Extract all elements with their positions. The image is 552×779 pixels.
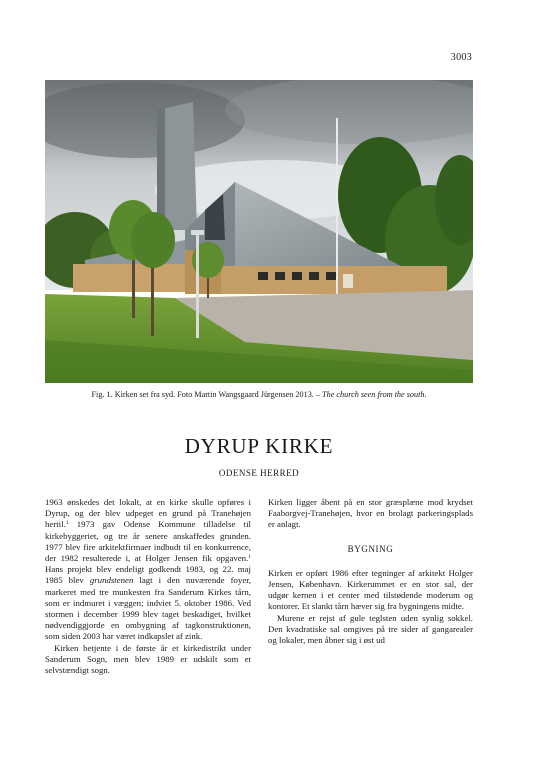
caption-text: Fig. 1. Kirken set fra syd. Foto Martin Wangsgaard Jürgensen 2013. –	[91, 390, 323, 399]
section-heading: BYGNING	[347, 543, 394, 554]
tree	[131, 212, 175, 268]
right-column	[268, 497, 473, 646]
page-title: DYRUP KIRKE	[184, 434, 334, 458]
text: 1973 gav Odense Kommune tilladelse til kirkebyggeriet, og tre år senere anskaffedes grunden. 1977 blev fire arkitektfirmaer indbudt til en konkurrence, der 1982 resulterede i, at Holger Jensen fik opgaven.	[45, 519, 251, 564]
paragraph: Kirken betjente i de første år et kirkedistrikt under Sanderum Sogn, men blev 1989 er udskilt som et selvstændigt sogn.	[45, 642, 251, 676]
page-number: 3003	[450, 52, 472, 63]
caption-translation: The church seen from the south	[322, 390, 425, 399]
paragraph	[45, 497, 251, 643]
emphasis: grundstenen	[89, 575, 134, 586]
paragraph: Murene er rejst af gule teglsten uden synlig sokkel. Den kvadratiske sal omgives på tre sider af gangarealer og lokaler, men åbner sig i øst ud	[268, 612, 473, 646]
lamp-post	[196, 234, 199, 338]
text: lagt i den nuværende foyer, markeret med tre munkesten fra Sanderum Kirkes tårn, som er indmuret i væggen; indviet 5. oktober 1986. Ved stormen i december 1999 blev taget beskadiget, hvilket nødvendiggjorde en ombygning af tagkonstruktionen, som siden 2003 har været indkapslet af zink.	[45, 575, 251, 642]
footnote-ref: 1	[248, 554, 251, 561]
flagpole	[336, 118, 338, 298]
church-photo	[45, 80, 473, 383]
text: Hans projekt blev endeligt godkendt 1983, og 22. maj 1985 blev	[45, 564, 251, 586]
figure-caption	[45, 389, 473, 400]
caption-end: .	[424, 390, 427, 399]
footnote-ref: 1	[65, 520, 69, 527]
paragraph: Kirken ligger åbent på en stor græsplæne mod krydset Faaborgvej-Tranehøjen, hvor en brolagt parkeringsplads er anlagt.	[268, 497, 473, 530]
paragraph: Kirken er opført 1986 efter tegninger af arkitekt Holger Jensen, København. Kirkerummet er en stor sal, der udgør kernen i et center med tilstødende moderum og kontorer. Et slankt tårn hæver sig fra bygningens midte.	[268, 567, 473, 612]
church-wall	[73, 264, 185, 292]
page-subtitle: ODENSE HERRED	[218, 468, 300, 478]
text: 1963 ønskedes det lokalt, at en kirke skulle opføres i Dyrup, og der blev udpeget en grund på Tranehøjen hertil.	[45, 497, 251, 530]
left-column	[45, 497, 251, 676]
